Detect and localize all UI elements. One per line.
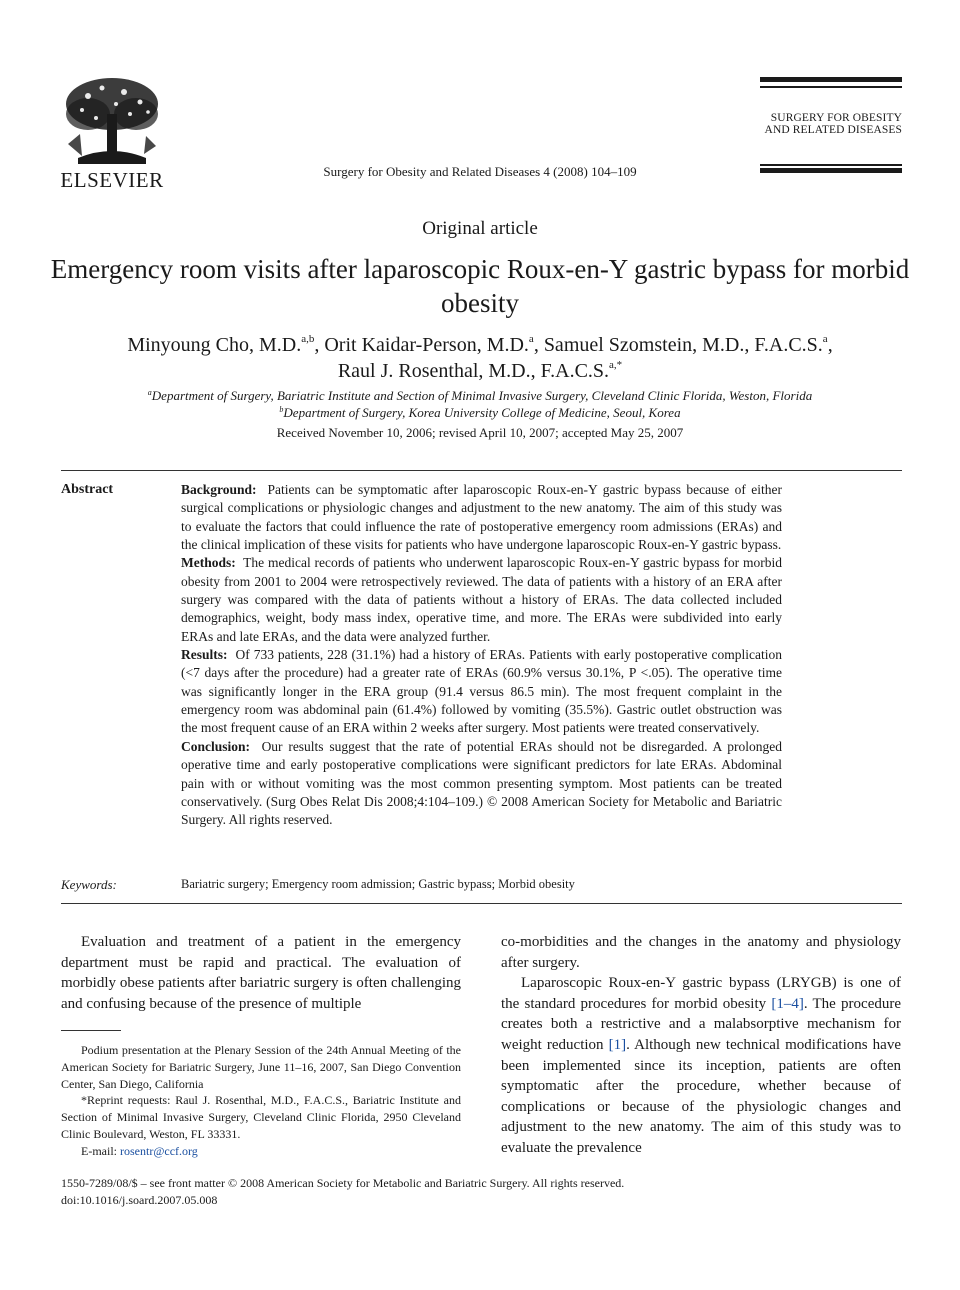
abstract-conclusion (181, 738, 782, 830)
footnote-rule (61, 1030, 121, 1031)
brand-rule-top-thin (760, 86, 902, 88)
email-link[interactable]: rosentr@ccf.org (120, 1143, 198, 1158)
journal-brand (760, 74, 902, 176)
footnote-reprint: *Reprint requests: Raul J. Rosenthal, M.D., F.A.C.S., Bariatric Institute and Section of Minimal Invasive Surgery, Cleveland Clinic Florida, 2950 Cleveland Clinic Boulevard, Weston, FL 33331. (61, 1093, 461, 1141)
brand-rule-bottom-thin (760, 164, 902, 166)
brand-line-2: AND RELATED DISEASES (764, 124, 902, 136)
author-name: Minyoung Cho, M.D. (127, 334, 302, 356)
affiliation-marker: a (147, 388, 152, 397)
citation-link[interactable]: [1–4] (771, 995, 804, 1012)
article-type: Original article (422, 218, 538, 239)
author-separator: , (533, 334, 544, 356)
body-text: . Although new technical modifications have been implemented since its inception, patients are often symptomatic after the procedure, whether because of complications or because of the physiologic changes and adjustment to the new anatomy. The aim of this study was to evaluate the prevalence (501, 1036, 901, 1156)
article-title: Emergency room visits after laparoscopic Roux-en-Y gastric bypass for morbid obesity (50, 254, 910, 318)
author-separator: , (827, 334, 833, 356)
body-text: . The procedure creates both a restrictive and a malabsorptive mechanism for weight reduction (501, 995, 902, 1053)
author-affil-marker: a (822, 333, 828, 345)
citation-link[interactable]: [1] (608, 1036, 627, 1053)
author-separator: , (314, 334, 325, 356)
brand-line-1: SURGERY FOR OBESITY (770, 112, 902, 124)
footnote-email (61, 1143, 461, 1160)
elsevier-logo (58, 74, 166, 192)
abstract-label: Abstract (61, 482, 114, 497)
affiliation-text: Department of Surgery, Bariatric Institute and Section of Minimal Invasive Surgery, Cleveland Clinic Florida, Weston, Florida (151, 388, 813, 403)
abstract-body (181, 481, 782, 830)
author-list (40, 332, 920, 384)
abstract-results (181, 646, 782, 738)
abstract-heading: Methods: (181, 555, 236, 571)
footnote-presentation: Podium presentation at the Plenary Session of the 24th Annual Meeting of the American Society for Bariatric Surgery, June 11–16, 2007, San Diego Convention Center, San Diego, California (61, 1043, 461, 1091)
keywords-label: Keywords: (61, 877, 117, 892)
affiliation-marker: b (279, 405, 284, 414)
publisher-name: ELSEVIER (60, 168, 164, 192)
abstract-text: Patients can be symptomatic after laparoscopic Roux-en-Y gastric bypass because of either surgical complications or physiologic changes and adjustment to the new anatomy. The aim of this study was to evaluate the factors that could influence the rate of postoperative emergency room admissions (ERAs) and the clinical implication of these visits for patients who have undergone laparoscopic Roux-en-Y gastric bypass. (181, 482, 782, 553)
abstract-methods (181, 554, 782, 646)
author-affil-marker: a (528, 333, 534, 345)
affiliation-text: Department of Surgery, Korea University College of Medicine, Seoul, Korea (283, 405, 681, 420)
author-name: Orit Kaidar-Person, M.D. (324, 334, 529, 356)
tree-logo-icon (58, 74, 166, 170)
body-column-left (61, 932, 461, 1014)
copyright-footer (61, 1175, 902, 1209)
author-name: Samuel Szomstein, M.D., F.A.C.S. (543, 334, 823, 356)
received-dates: Received November 10, 2006; revised April 10, 2007; accepted May 25, 2007 (276, 425, 684, 440)
keywords: Bariatric surgery; Emergency room admission; Gastric bypass; Morbid obesity (181, 877, 575, 891)
abstract-heading: Results: (181, 647, 228, 663)
abstract-top-rule (61, 470, 902, 471)
journal-citation: Surgery for Obesity and Related Diseases 4 (2008) 104–109 (323, 164, 637, 179)
email-label: E-mail: (81, 1143, 120, 1158)
body-paragraph: Evaluation and treatment of a patient in the emergency department must be rapid and practical. The evaluation of morbidly obese patients after bariatric surgery is often challenging and confusing because of the presence of multiple (61, 934, 461, 1012)
author-name: Raul J. Rosenthal, M.D., F.A.C.S. (337, 360, 610, 382)
abstract-heading: Background: (181, 482, 257, 497)
abstract-bottom-rule (61, 903, 902, 904)
author-affil-marker: a,* (609, 359, 623, 371)
body-paragraph (501, 973, 901, 1158)
affiliation-b (0, 405, 960, 421)
author-affil-marker: a,b (301, 333, 315, 345)
body-paragraph: co-morbidities and the changes in the anatomy and physiology after surgery. (501, 934, 901, 971)
abstract-text: The medical records of patients who underwent laparoscopic Roux-en-Y gastric bypass for morbid obesity from 2001 to 2004 were retrospectively reviewed. The data of patients with a history of an ERA after surgery was compared with the data of patients without a history of ERAs. The data collected included demographics, weight, body mass index, operative time, and more. The ERAs were subdivided into early ERAs and late ERAs, and the data were analyzed further. (181, 555, 782, 644)
copyright-line: 1550-7289/08/$ – see front matter © 2008 American Society for Metabolic and Bariatric Surgery. All rights reserved. (61, 1176, 625, 1190)
doi-line: doi:10.1016/j.soard.2007.05.008 (61, 1193, 218, 1207)
brand-rule-top (760, 77, 902, 82)
abstract-background (181, 481, 782, 554)
affiliation-a (0, 388, 960, 404)
abstract-text: Our results suggest that the rate of potential ERAs should not be disregarded. A prolonged operative time and early postoperative complications were significant predictors for late ERAs. Abdominal pain with or without vomiting was the most common presenting symptom. Most patients can be treated conservatively. (Surg Obes Relat Dis 2008;4:104–109.) © 2008 American Society for Metabolic and Bariatric Surgery. All rights reserved. (181, 738, 782, 828)
brand-rule-bottom (760, 168, 902, 173)
abstract-heading: Conclusion: (181, 738, 251, 754)
body-text: Laparoscopic Roux-en-Y gastric bypass (LRYGB) is one of the standard procedures for morbid obesity (501, 975, 901, 1012)
abstract-text: Of 733 patients, 228 (31.1%) had a history of ERAs. Patients with early postoperative complication (<7 days after the procedure) had a greater rate of ERAs (60.9% versus 30.1%, P <.05). The operative time was significantly longer in the ERA group (91.4 versus 86.5 min). The most frequent complaint in the emergency room was abdominal pain (61.4%) followed by vomiting (35.5%). Gastric outlet obstruction was the most frequent cause of an ERA within 2 weeks after surgery. Most patients were treated conservatively. (181, 647, 782, 736)
body-column-right (501, 932, 901, 1159)
footnotes (61, 1042, 461, 1160)
